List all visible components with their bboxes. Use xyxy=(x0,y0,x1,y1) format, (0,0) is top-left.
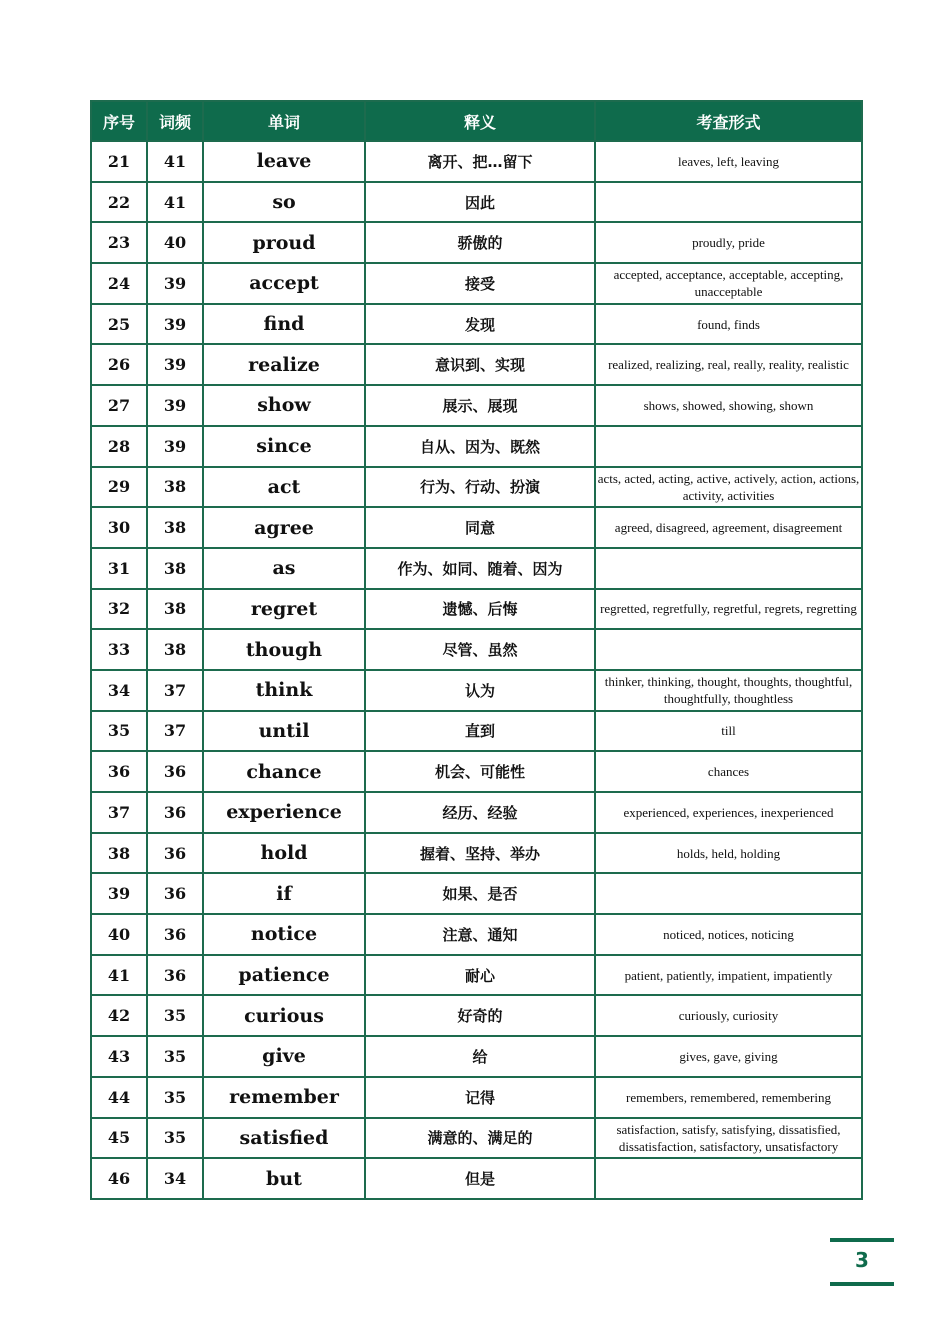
cell-forms: proudly, pride xyxy=(595,222,862,263)
cell-forms: gives, gave, giving xyxy=(595,1036,862,1077)
table-row xyxy=(91,1158,862,1199)
cell-forms: holds, held, holding xyxy=(595,833,862,874)
cell-frequency: 39 xyxy=(147,385,203,426)
cell-word: hold xyxy=(203,833,365,874)
table-row xyxy=(91,751,862,792)
cell-index: 44 xyxy=(91,1077,147,1118)
cell-index: 33 xyxy=(91,629,147,670)
table-row xyxy=(91,385,862,426)
table-body xyxy=(91,141,862,1199)
table-row xyxy=(91,263,862,304)
cell-frequency: 36 xyxy=(147,873,203,914)
cell-word: experience xyxy=(203,792,365,833)
cell-index: 27 xyxy=(91,385,147,426)
cell-meaning: 如果、是否 xyxy=(365,873,595,914)
cell-word: agree xyxy=(203,507,365,548)
cell-meaning: 认为 xyxy=(365,670,595,711)
cell-frequency: 36 xyxy=(147,914,203,955)
cell-index: 25 xyxy=(91,304,147,345)
cell-meaning: 接受 xyxy=(365,263,595,304)
cell-index: 46 xyxy=(91,1158,147,1199)
cell-meaning: 注意、通知 xyxy=(365,914,595,955)
cell-forms: agreed, disagreed, agreement, disagreement xyxy=(595,507,862,548)
cell-frequency: 38 xyxy=(147,629,203,670)
cell-meaning: 但是 xyxy=(365,1158,595,1199)
cell-meaning: 行为、行动、扮演 xyxy=(365,467,595,508)
cell-frequency: 39 xyxy=(147,344,203,385)
cell-meaning: 握着、坚持、举办 xyxy=(365,833,595,874)
cell-word: notice xyxy=(203,914,365,955)
cell-frequency: 36 xyxy=(147,792,203,833)
cell-frequency: 38 xyxy=(147,589,203,630)
table-row xyxy=(91,955,862,996)
cell-word: satisfied xyxy=(203,1118,365,1159)
cell-index: 22 xyxy=(91,182,147,223)
header-meaning: 释义 xyxy=(365,101,595,141)
table-row xyxy=(91,670,862,711)
cell-meaning: 自从、因为、既然 xyxy=(365,426,595,467)
cell-word: leave xyxy=(203,141,365,182)
table-row xyxy=(91,304,862,345)
table-row xyxy=(91,426,862,467)
table-row xyxy=(91,344,862,385)
cell-frequency: 36 xyxy=(147,955,203,996)
cell-index: 39 xyxy=(91,873,147,914)
header-frequency: 词频 xyxy=(147,101,203,141)
cell-index: 43 xyxy=(91,1036,147,1077)
header-forms: 考查形式 xyxy=(595,101,862,141)
cell-forms: regretted, regretfully, regretful, regrets, regretting xyxy=(595,589,862,630)
cell-index: 28 xyxy=(91,426,147,467)
cell-frequency: 40 xyxy=(147,222,203,263)
page-number xyxy=(830,1238,894,1286)
cell-frequency: 38 xyxy=(147,467,203,508)
cell-frequency: 34 xyxy=(147,1158,203,1199)
cell-meaning: 骄傲的 xyxy=(365,222,595,263)
cell-word: if xyxy=(203,873,365,914)
cell-word: think xyxy=(203,670,365,711)
cell-meaning: 机会、可能性 xyxy=(365,751,595,792)
cell-index: 26 xyxy=(91,344,147,385)
cell-index: 36 xyxy=(91,751,147,792)
cell-frequency: 39 xyxy=(147,304,203,345)
cell-word: though xyxy=(203,629,365,670)
cell-forms: accepted, acceptance, acceptable, accepting, unacceptable xyxy=(595,263,862,304)
cell-word: so xyxy=(203,182,365,223)
cell-frequency: 36 xyxy=(147,751,203,792)
cell-meaning: 记得 xyxy=(365,1077,595,1118)
table-row xyxy=(91,548,862,589)
cell-forms: patient, patiently, impatient, impatiently xyxy=(595,955,862,996)
cell-frequency: 35 xyxy=(147,1036,203,1077)
cell-meaning: 作为、如同、随着、因为 xyxy=(365,548,595,589)
cell-frequency: 37 xyxy=(147,711,203,752)
page-number-label: 3 xyxy=(855,1248,869,1272)
cell-word: act xyxy=(203,467,365,508)
cell-forms: found, finds xyxy=(595,304,862,345)
cell-forms: acts, acted, acting, active, actively, action, actions, activity, activities xyxy=(595,467,862,508)
table-row xyxy=(91,711,862,752)
cell-meaning: 离开、把…留下 xyxy=(365,141,595,182)
cell-frequency: 38 xyxy=(147,548,203,589)
cell-forms: curiously, curiosity xyxy=(595,995,862,1036)
vocab-table xyxy=(90,100,863,1200)
cell-index: 41 xyxy=(91,955,147,996)
cell-forms xyxy=(595,1158,862,1199)
cell-forms: till xyxy=(595,711,862,752)
cell-word: realize xyxy=(203,344,365,385)
table-row xyxy=(91,1036,862,1077)
table-header-row xyxy=(91,101,862,141)
cell-meaning: 满意的、满足的 xyxy=(365,1118,595,1159)
cell-meaning: 展示、展现 xyxy=(365,385,595,426)
table-row xyxy=(91,589,862,630)
table-row xyxy=(91,833,862,874)
cell-meaning: 直到 xyxy=(365,711,595,752)
cell-forms xyxy=(595,426,862,467)
table-row xyxy=(91,182,862,223)
cell-word: regret xyxy=(203,589,365,630)
table-row xyxy=(91,1118,862,1159)
cell-forms: chances xyxy=(595,751,862,792)
cell-forms xyxy=(595,182,862,223)
cell-frequency: 38 xyxy=(147,507,203,548)
cell-index: 38 xyxy=(91,833,147,874)
cell-index: 42 xyxy=(91,995,147,1036)
cell-meaning: 给 xyxy=(365,1036,595,1077)
header-index: 序号 xyxy=(91,101,147,141)
cell-forms: shows, showed, showing, shown xyxy=(595,385,862,426)
table-row xyxy=(91,141,862,182)
cell-index: 24 xyxy=(91,263,147,304)
cell-meaning: 好奇的 xyxy=(365,995,595,1036)
cell-word: but xyxy=(203,1158,365,1199)
cell-frequency: 41 xyxy=(147,182,203,223)
cell-meaning: 耐心 xyxy=(365,955,595,996)
table-row xyxy=(91,792,862,833)
cell-word: find xyxy=(203,304,365,345)
cell-meaning: 因此 xyxy=(365,182,595,223)
cell-index: 21 xyxy=(91,141,147,182)
cell-word: accept xyxy=(203,263,365,304)
cell-meaning: 同意 xyxy=(365,507,595,548)
cell-frequency: 39 xyxy=(147,426,203,467)
cell-frequency: 35 xyxy=(147,995,203,1036)
page-number-bottom-rule xyxy=(830,1282,894,1286)
cell-index: 29 xyxy=(91,467,147,508)
cell-index: 34 xyxy=(91,670,147,711)
cell-forms xyxy=(595,629,862,670)
table-row xyxy=(91,222,862,263)
cell-meaning: 发现 xyxy=(365,304,595,345)
cell-word: remember xyxy=(203,1077,365,1118)
cell-frequency: 41 xyxy=(147,141,203,182)
cell-word: curious xyxy=(203,995,365,1036)
cell-forms: thinker, thinking, thought, thoughts, thoughtful, thoughtfully, thoughtless xyxy=(595,670,862,711)
cell-forms xyxy=(595,873,862,914)
cell-word: patience xyxy=(203,955,365,996)
table-row xyxy=(91,1077,862,1118)
cell-forms: realized, realizing, real, really, reality, realistic xyxy=(595,344,862,385)
cell-forms: satisfaction, satisfy, satisfying, dissatisfied, dissatisfaction, satisfactory, unsatisfactory xyxy=(595,1118,862,1159)
cell-word: proud xyxy=(203,222,365,263)
cell-frequency: 35 xyxy=(147,1077,203,1118)
cell-index: 37 xyxy=(91,792,147,833)
cell-index: 40 xyxy=(91,914,147,955)
cell-index: 45 xyxy=(91,1118,147,1159)
cell-forms: leaves, left, leaving xyxy=(595,141,862,182)
cell-frequency: 37 xyxy=(147,670,203,711)
table-row xyxy=(91,995,862,1036)
cell-index: 23 xyxy=(91,222,147,263)
cell-word: since xyxy=(203,426,365,467)
cell-meaning: 尽管、虽然 xyxy=(365,629,595,670)
cell-word: as xyxy=(203,548,365,589)
cell-meaning: 意识到、实现 xyxy=(365,344,595,385)
cell-word: chance xyxy=(203,751,365,792)
cell-index: 32 xyxy=(91,589,147,630)
table-row xyxy=(91,629,862,670)
table-row xyxy=(91,507,862,548)
table-row xyxy=(91,467,862,508)
page-number-top-rule xyxy=(830,1238,894,1242)
table-row xyxy=(91,914,862,955)
cell-index: 35 xyxy=(91,711,147,752)
header-word: 单词 xyxy=(203,101,365,141)
table-row xyxy=(91,873,862,914)
cell-forms xyxy=(595,548,862,589)
cell-frequency: 36 xyxy=(147,833,203,874)
cell-forms: remembers, remembered, remembering xyxy=(595,1077,862,1118)
cell-word: until xyxy=(203,711,365,752)
cell-word: show xyxy=(203,385,365,426)
cell-index: 30 xyxy=(91,507,147,548)
cell-word: give xyxy=(203,1036,365,1077)
cell-meaning: 遗憾、后悔 xyxy=(365,589,595,630)
cell-forms: noticed, notices, noticing xyxy=(595,914,862,955)
cell-frequency: 39 xyxy=(147,263,203,304)
cell-meaning: 经历、经验 xyxy=(365,792,595,833)
cell-frequency: 35 xyxy=(147,1118,203,1159)
cell-forms: experienced, experiences, inexperienced xyxy=(595,792,862,833)
cell-index: 31 xyxy=(91,548,147,589)
